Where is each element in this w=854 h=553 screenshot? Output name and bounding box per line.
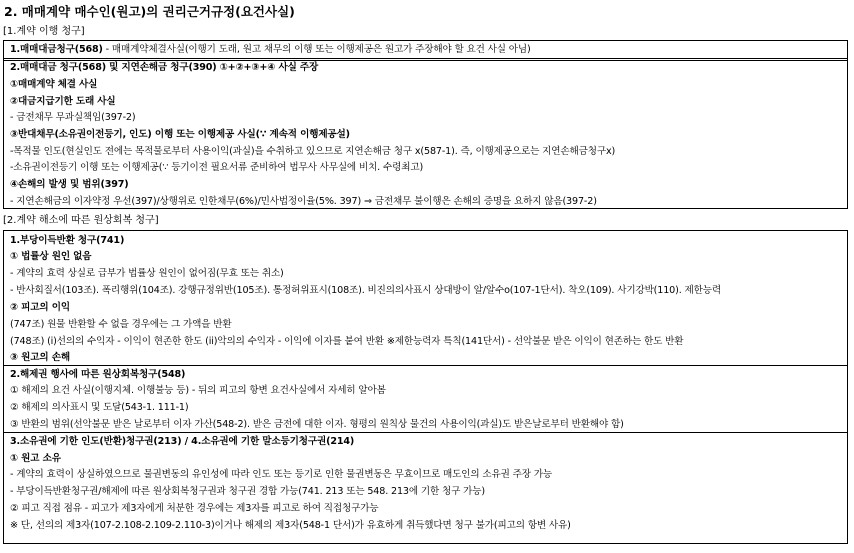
heading-rescission-restitution: 2.해제권 행사에 따른 원상회복청구(548) [10,369,186,380]
text-line: -소유권이전등기 이행 또는 이행제공(∵ 등기이전 필요서류 준비하여 법무사 사무실에 비치. 수령최고) [10,162,424,173]
item-4-damages: ④손해의 발생 및 범위(397) [10,179,129,190]
divider [4,365,847,366]
text-price-claim-note: - 매매계약체결사실(이행기 도래, 원고 채무의 이행 또는 이행제공은 원고가 주장해야 할 요건 사실 아님) [102,44,531,55]
text-line: - 반사회질서(103조). 폭리행위(104조). 강행규정위반(105조). 통정허위표시(108조). 비진의의사표시 상대방이 알/알수o(107-1단서). 착오(109). 사기강박(110). 제한능력 [10,285,721,296]
item-defendant-benefit: ② 피고의 이익 [10,302,70,313]
text-line: - 계약의 효력 상실로 급부가 법률상 원인이 없어짐(무효 또는 취소) [10,268,284,279]
section-box-contract-performance [3,40,848,209]
text-line: ② 피고 직접 점유 - 피고가 제3자에게 처분한 경우에는 제3자를 피고로 하여 직접청구가능 [10,503,379,514]
item-plaintiff-ownership: ① 원고 소유 [10,453,61,464]
item-1-contract-conclusion: ①매매계약 체결 사실 [10,79,98,90]
item-3-counter-obligation: ③반대채무(소유권이전등기, 인도) 이행 또는 이행제공 사실(∵ 계속적 이행제공설) [10,129,350,140]
text-line: (747조) 원물 반환할 수 없을 경우에는 그 가액을 반환 [10,319,232,330]
text-line: ① 해제의 요건 사실(이행지체. 이행불능 등) - 뒤의 피고의 항변 요건사실에서 자세히 알아봄 [10,385,386,396]
text-line: ③ 반환의 범위(선악불문 받은 날로부터 이자 가산(548-2). 받은 금전에 대한 이자. 형평의 원칙상 물건의 사용이익(과실)도 받은날로부터 반환해야 함) [10,419,624,430]
item-plaintiff-loss: ③ 원고의 손해 [10,352,70,363]
item-no-legal-cause: ① 법률상 원인 없음 [10,251,92,262]
text-line: - 지연손해금의 이자약정 우선(397)/상행위로 인한채무(6%)/민사법정이율(5%. 397) ⇒ 금전채무 불이행은 손해의 증명을 요하지 않음(397-2) [10,196,597,207]
text-line: - 계약의 효력이 상실하였으므로 물권변동의 유인성에 따라 인도 또는 등기로 인한 물권변동은 무효이므로 매도인의 소유권 주장 가능 [10,469,553,480]
divider [4,58,847,61]
document-title: 2. 매매계약 매수인(원고)의 권리근거규정(요건사실) [4,4,295,19]
heading-unjust-enrichment: 1.부당이득반환 청구(741) [10,235,125,246]
divider [4,432,847,433]
text-line [10,44,531,56]
text-line: (748조) (i)선의의 수익자 - 이익이 현존한 한도 (ii)악의의 수익자 - 이익에 이자를 붙여 반환 ※제한능력자 특칙(141단서) - 선악불문 받은 이익이 현존하는 한도 반환 [10,336,684,347]
section-label-contract-performance: [1.계약 이행 청구] [3,26,85,37]
text-line: -목적물 인도(현실인도 전에는 목적물로부터 사용이익(과실)을 수취하고 있으므로 지연손해금 청구 x(587-1). 즉, 이행제공으로는 지연손해금청구x) [10,146,616,157]
heading-price-and-damages-claim: 2.매매대금 청구(568) 및 지연손해금 청구(390) ①+②+③+④ 사실 주장 [10,62,319,73]
heading-ownership-claims: 3.소유권에 기한 인도(반환)청구권(213) / 4.소유권에 기한 말소등기청구권(214) [10,436,355,447]
text-line: - 부당이득반환청구권/해제에 따른 원상회복청구권과 청구권 경합 가능(741. 213 또는 548. 213에 기한 청구 가능) [10,486,485,497]
text-line: ※ 단, 선의의 제3자(107-2.108-2.109-2.110-3)이거나 해제의 제3자(548-1 단서)가 유효하게 취득했다면 청구 불가(피고의 항변 사유) [10,520,571,531]
section-label-restitution: [2.계약 해소에 따른 원상회복 청구] [3,215,159,226]
text-line: ② 해제의 의사표시 및 도달(543-1. 111-1) [10,402,189,413]
section-box-restitution [3,230,848,544]
text-line: - 금전채무 무과실책임(397-2) [10,112,136,123]
item-2-payment-due: ②대금지급기한 도래 사실 [10,96,116,107]
heading-price-claim: 1.매매대금청구(568) [10,44,103,55]
